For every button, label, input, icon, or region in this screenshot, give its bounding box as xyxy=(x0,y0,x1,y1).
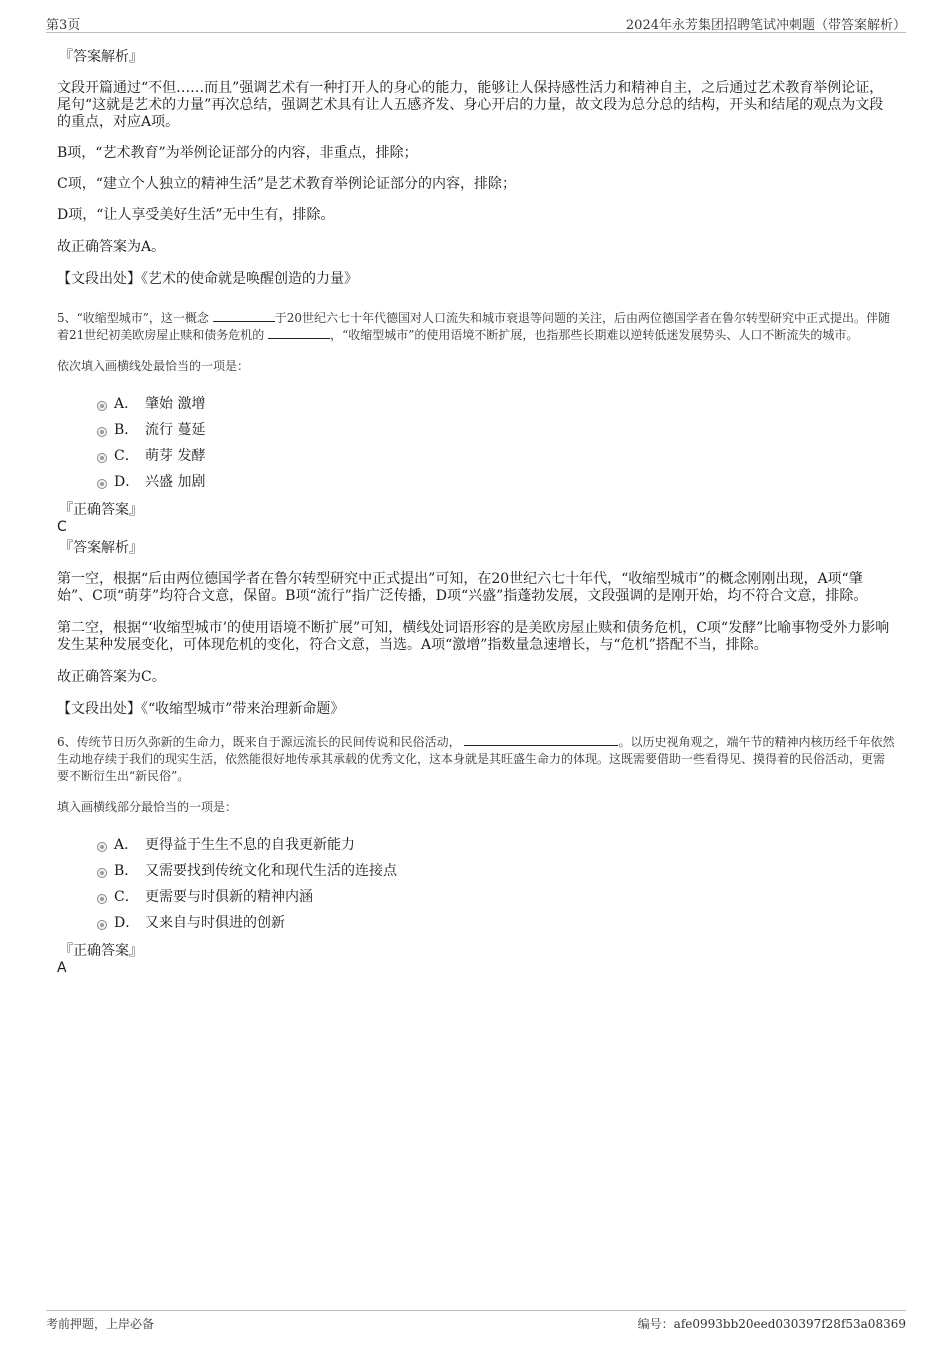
q6-blank xyxy=(464,734,618,746)
q6-stem: 6、传统节日历久弥新的生命力，既来自于源远流长的民间传说和民俗活动， 。以历史视角观之，端午节的精神内核历经千年依然生动地存续于我们的现实生活，依然能很好地传承其承载的优秀文化，这本身就是其旺盛生命力的体现。这既需要借助一些看得见、摸得着的民俗活动，更需要不断衍生出“新民俗”。 xyxy=(57,735,895,783)
q4-source-title: 《艺术的使命就是唤醒创造的力量》 xyxy=(141,271,358,287)
q6-answer-label: 『正确答案』 xyxy=(59,943,143,959)
q5-option-c[interactable]: C． 萌芽 发酵 xyxy=(97,443,895,469)
q5-blank-2 xyxy=(268,327,330,339)
q6-option-c[interactable]: C． 更需要与时俱新的精神内涵 xyxy=(97,884,895,910)
q6-option-b[interactable]: B． 又需要找到传统文化和现代生活的连接点 xyxy=(97,858,895,884)
radio-icon[interactable] xyxy=(97,427,107,437)
q4-analysis-para-1: 文段开篇通过“不但……而且”强调艺术有一种打开人的身心的能力，能够让人保持感性活力和精神自主，之后通过艺术教育举例论证，尾句“这就是艺术的力量”再次总结，强调艺术具有让人五感齐发、身心开启的力量，故文段为总分总的结构，开头和结尾的观点为文段的重点，对应A项。 xyxy=(57,80,884,130)
q5-source-title: 《“收缩型城市”带来治理新命题》 xyxy=(141,701,345,717)
radio-icon[interactable] xyxy=(97,401,107,411)
q5-analysis-para-2: 第二空，根据“‘收缩型城市’的使用语境不断扩展”可知，横线处词语形容的是美欧房屋止赎和债务危机，C项“发酵”比喻事物受外力影响发生某种发展变化，可体现危机的变化，符合文意，当选。A项“激增”指数量急速增长，与“危机”搭配不当，排除。 xyxy=(57,620,890,653)
q5-instruction: 依次填入画横线处最恰当的一项是： xyxy=(57,359,250,373)
radio-icon[interactable] xyxy=(97,479,107,489)
q4-source-label: 【文段出处】 xyxy=(57,271,141,287)
q6-option-d[interactable]: D． 又来自与时俱进的创新 xyxy=(97,910,895,936)
q5-analysis-para-1: 第一空，根据“后由两位德国学者在鲁尔转型研究中正式提出”可知，在20世纪六七十年代，“收缩型城市”的概念刚刚出现，A项“肇始”、C项“萌芽”均符合文意，保留。B项“流行”指广泛传播，D项“兴盛”指蓬勃发展，文段强调的是刚开始，均不符合文意，排除。 xyxy=(57,571,868,604)
q4-conclusion: 故正确答案为A。 xyxy=(57,239,166,255)
q5-option-b[interactable]: B． 流行 蔓延 xyxy=(97,417,895,443)
q5-options xyxy=(97,391,895,495)
q6-option-a[interactable]: A． 更得益于生生不息的自我更新能力 xyxy=(97,832,895,858)
q5-source xyxy=(57,701,895,718)
page-footer xyxy=(46,1310,906,1335)
q6-options xyxy=(97,832,895,936)
q5-stem: 5、“收缩型城市”，这一概念 于20世纪六七十年代德国对人口流失和城市衰退等问题的关注，后由两位德国学者在鲁尔转型研究中正式提出。伴随着21世纪初美欧房屋止赎和债务危机的 ，“收缩型城市”的使用语境不断扩展，也指那些长期难以逆转低迷发展势头、人口不断流失的城市。 xyxy=(57,311,891,342)
q5-source-label: 【文段出处】 xyxy=(57,701,141,717)
document-title: 2024年永芳集团招聘笔试冲刺题（带答案解析） xyxy=(625,18,906,33)
q5-analysis-label: 『答案解析』 xyxy=(59,540,143,556)
footer-serial: 编号：afe0993bb20eed030397f28f53a08369 xyxy=(637,1317,906,1331)
page-number: 第3页 xyxy=(46,18,81,33)
radio-icon[interactable] xyxy=(97,920,107,930)
page-content xyxy=(57,48,895,976)
q5-blank-1 xyxy=(213,310,275,322)
q4-analysis-para-2: B项，“艺术教育”为举例论证部分的内容，非重点，排除； xyxy=(57,145,418,161)
q4-analysis-para-4: D项，“让人享受美好生活”无中生有，排除。 xyxy=(57,207,335,223)
q4-source xyxy=(57,271,895,288)
q5-answer: C xyxy=(57,519,67,535)
page-header xyxy=(46,12,906,33)
q4-analysis-para-3: C项，“建立个人独立的精神生活”是艺术教育举例论证部分的内容，排除； xyxy=(57,176,517,192)
q5-option-d[interactable]: D． 兴盛 加剧 xyxy=(97,469,895,495)
radio-icon[interactable] xyxy=(97,894,107,904)
q5-option-a[interactable]: A． 肇始 激增 xyxy=(97,391,895,417)
q5-conclusion: 故正确答案为C。 xyxy=(57,669,166,685)
radio-icon[interactable] xyxy=(97,453,107,463)
q5-answer-label: 『正确答案』 xyxy=(59,502,143,518)
radio-icon[interactable] xyxy=(97,842,107,852)
q6-answer: A xyxy=(57,960,67,976)
q6-instruction: 填入画横线部分最恰当的一项是： xyxy=(57,800,238,814)
footer-slogan: 考前押题，上岸必备 xyxy=(46,1317,155,1331)
radio-icon[interactable] xyxy=(97,868,107,878)
q4-analysis-label: 『答案解析』 xyxy=(59,49,143,65)
